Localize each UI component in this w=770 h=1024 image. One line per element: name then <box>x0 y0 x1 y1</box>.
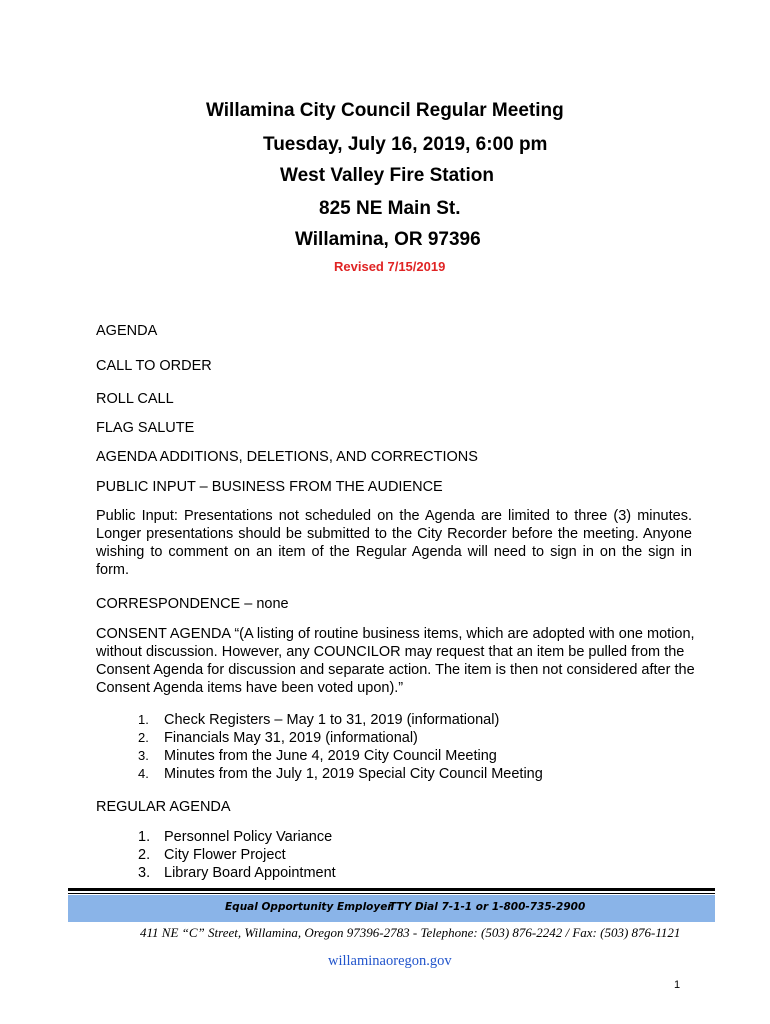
footer-address: 411 NE “C” Street, Willamina, Oregon 97396-2783 - Telephone: (503) 876-2242 / Fax: (503) 876-1121 <box>140 925 681 940</box>
meeting-street: 825 NE Main St. <box>319 198 461 219</box>
list-number: 2. <box>138 847 151 863</box>
page-number: 1 <box>674 979 681 991</box>
public-input-heading: PUBLIC INPUT – BUSINESS FROM THE AUDIENCE <box>96 479 443 495</box>
list-text: Minutes from the July 1, 2019 Special City Council Meeting <box>164 766 543 782</box>
list-number: 4. <box>138 766 149 781</box>
regular-agenda-heading: REGULAR AGENDA <box>96 799 231 815</box>
agenda-heading: AGENDA <box>96 323 158 339</box>
call-to-order: CALL TO ORDER <box>96 358 212 374</box>
meeting-city: Willamina, OR 97396 <box>295 229 481 250</box>
website-link[interactable]: willaminaoregon.gov <box>328 953 452 969</box>
list-item <box>138 864 336 882</box>
footer-divider-thin <box>68 893 715 894</box>
list-number: 1. <box>138 712 149 727</box>
public-input-paragraph: Public Input: Presentations not scheduled on the Agenda are limited to three (3) minutes. Longer presentations should be submitted to the City Recorder before the meeting. Anyone wishing to comment on an item of the Regular Agenda will need to sign in on the sign in form. <box>96 508 692 578</box>
meeting-date: Tuesday, July 16, 2019, 6:00 pm <box>263 134 548 155</box>
list-number: 3. <box>138 865 151 881</box>
list-item <box>138 828 336 846</box>
meeting-venue: West Valley Fire Station <box>280 165 495 186</box>
footer-divider-thick <box>68 888 715 891</box>
list-item <box>138 765 543 783</box>
list-number: 1. <box>138 829 151 845</box>
flag-salute: FLAG SALUTE <box>96 420 195 436</box>
meeting-title: Willamina City Council Regular Meeting <box>206 100 564 121</box>
list-item <box>138 747 543 765</box>
correspondence: CORRESPONDENCE – none <box>96 596 289 612</box>
list-text: Minutes from the June 4, 2019 City Council Meeting <box>164 748 497 764</box>
regular-agenda-list <box>138 828 336 882</box>
tty-text: TTY Dial 7-1-1 or 1-800-735-2900 <box>389 901 586 913</box>
list-text: City Flower Project <box>164 847 286 863</box>
consent-agenda-list <box>138 711 543 783</box>
roll-call: ROLL CALL <box>96 391 174 407</box>
list-number: 3. <box>138 748 149 763</box>
list-item <box>138 711 543 729</box>
revised-date: Revised 7/15/2019 <box>334 259 446 274</box>
list-text: Library Board Appointment <box>164 865 336 881</box>
agenda-additions: AGENDA ADDITIONS, DELETIONS, AND CORRECTIONS <box>96 449 478 465</box>
list-text: Personnel Policy Variance <box>164 829 333 845</box>
list-item <box>138 729 543 747</box>
equal-opportunity-text: Equal Opportunity Employer <box>225 901 393 913</box>
list-text: Financials May 31, 2019 (informational) <box>164 730 418 746</box>
consent-agenda-paragraph: CONSENT AGENDA “(A listing of routine business items, which are adopted with one motion, without discussion. However, any COUNCILOR may request that an item be pulled from the Consent Agenda for discussion and separate action. The item is then not considered after the Consent Agenda items have been voted upon).” <box>96 626 695 696</box>
list-number: 2. <box>138 730 149 745</box>
list-item <box>138 846 336 864</box>
list-text: Check Registers – May 1 to 31, 2019 (informational) <box>164 712 500 728</box>
